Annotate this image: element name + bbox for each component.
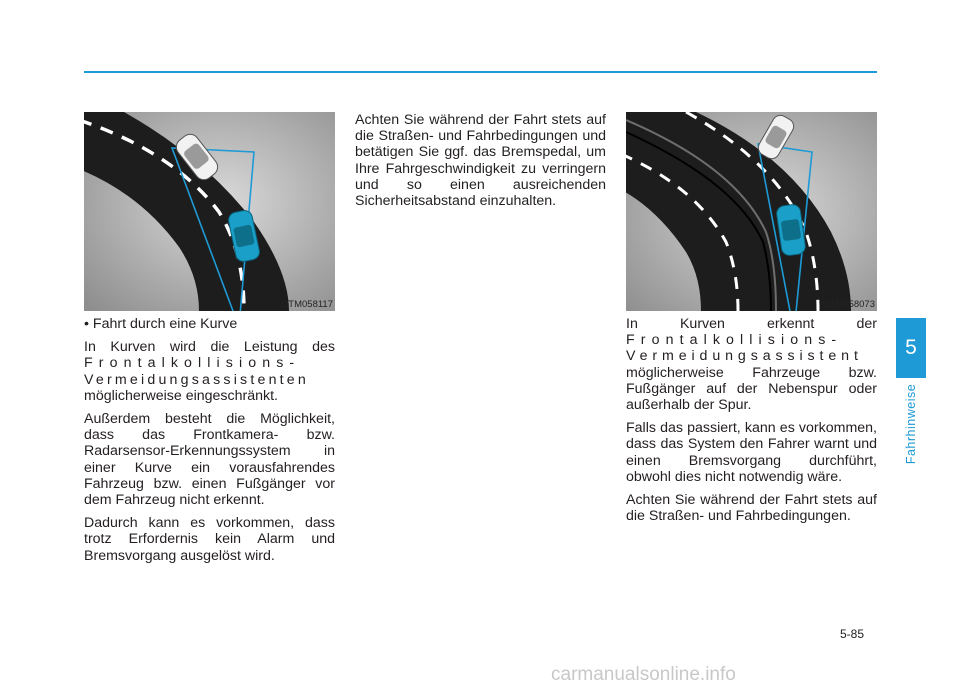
chapter-label — [896, 384, 926, 464]
paragraph: Achten Sie während der Fahrt stets auf die Straßen- und Fahrbedingungen. — [626, 492, 877, 525]
paragraph: Dadurch kann es vorkommen, dass trotz Erfordernis kein Alarm und Bremsvorgang ausgelöst wird. — [84, 515, 335, 564]
text-line: Vermeidungsassistenten — [84, 371, 309, 388]
text-line: möglicherweise eingeschränkt. — [84, 387, 278, 404]
header-rule — [84, 71, 877, 73]
text-column-left — [84, 316, 335, 571]
text-line: Vermeidungsassistent — [626, 348, 863, 365]
bullet-heading: • Fahrt durch eine Kurve — [84, 316, 238, 332]
figure-code: OTM058073 — [822, 299, 875, 310]
chapter-tab[interactable] — [896, 318, 926, 378]
text-line: möglicherweise Fahrzeuge bzw. Fußgänger auf der Nebenspur oder außerhalb der Spur. — [626, 364, 877, 414]
figure-code: OTM058117 — [280, 299, 333, 310]
text-line: In Kurven erkennt der — [626, 316, 877, 332]
page-number: 5-85 — [840, 627, 865, 641]
chapter-number: 5 — [905, 336, 917, 359]
watermark: carmanualsonline.info — [551, 664, 736, 685]
text-column-right — [626, 316, 877, 531]
paragraph: Achten Sie während der Fahrt stets auf die Straßen- und Fahrbedingungen und betätigen Sie ggf. das Bremspedal, um Ihre Fahrgeschwindigkeit zu verringern und so einen ausreichenden Sicherheitsabstand einzuhalten. — [355, 112, 606, 210]
figure-curve-single-lane — [84, 112, 335, 311]
paragraph — [626, 316, 877, 413]
text-line: Frontalkollisions- — [626, 332, 843, 349]
text-line: Frontalkollisions- — [84, 355, 301, 372]
paragraph — [84, 339, 335, 404]
paragraph: Außerdem besteht die Möglichkeit, dass das Frontkamera- bzw. Radarsensor-Erkennungssystem in einer Kurve ein vorausfahrendes Fahrzeug bzw. einen Fußgänger vor dem Fahrzeug nicht erkennt. — [84, 411, 335, 509]
text-line: In Kurven wird die Leistung des — [84, 339, 335, 356]
figure-curve-two-lanes — [626, 112, 877, 311]
chapter-title: Fahrhinweise — [904, 383, 918, 465]
text-column-middle — [355, 112, 606, 216]
paragraph: Falls das passiert, kann es vorkommen, dass das System den Fahrer warnt und einen Bremsvorgang durchführt, obwohl dies nicht notwendig wäre. — [626, 420, 877, 485]
